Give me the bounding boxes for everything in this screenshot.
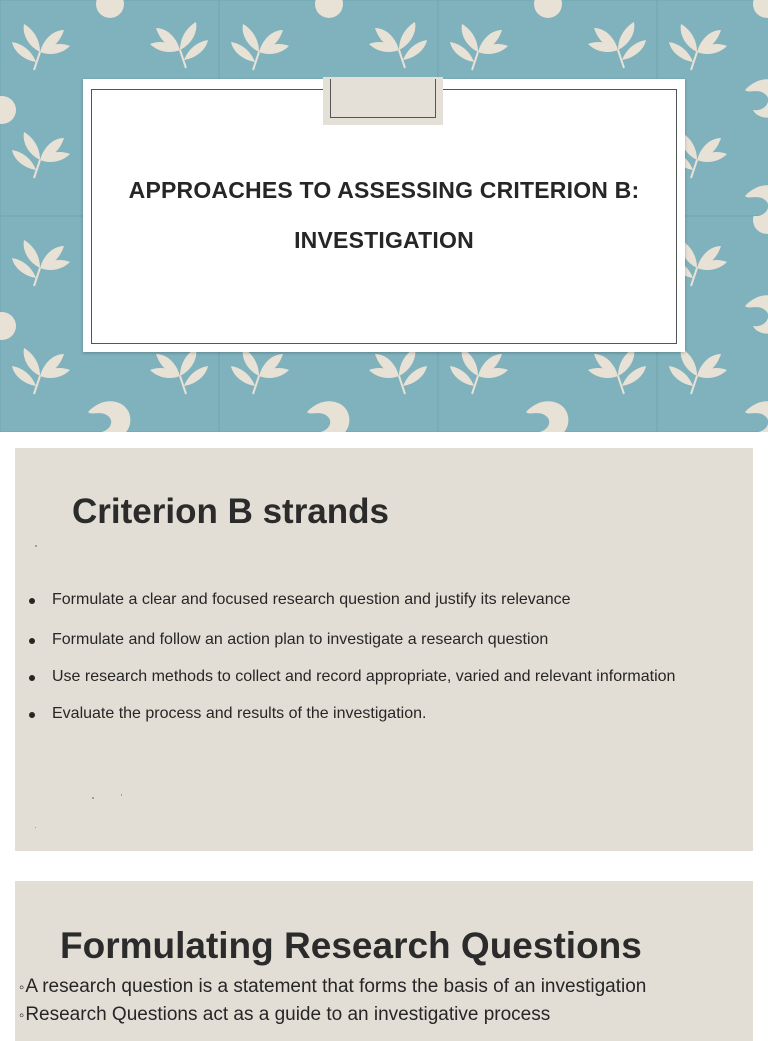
title-line-2: INVESTIGATION — [294, 227, 474, 253]
list-item-text: Evaluate the process and results of the investigation. — [52, 705, 427, 722]
strands-list — [27, 591, 717, 723]
title-card-tab-inner — [330, 79, 436, 118]
bullet-icon — [29, 675, 35, 681]
speck-mark — [121, 794, 122, 796]
bullet-point — [19, 976, 646, 998]
ring-bullet-icon: ◦ — [19, 1007, 25, 1024]
title-card-tab — [323, 77, 443, 125]
title-card — [83, 79, 685, 352]
list-item — [27, 591, 717, 609]
list-item — [27, 631, 717, 649]
bullet-icon — [29, 598, 35, 604]
bullet-point — [19, 1004, 550, 1026]
title-line-1: APPROACHES TO ASSESSING CRITERION B: — [128, 177, 640, 203]
title-slide — [0, 0, 768, 432]
list-item-text: Formulate a clear and focused research question and justify its relevance — [52, 591, 571, 608]
list-item — [27, 705, 717, 723]
bullet-point-text: A research question is a statement that forms the basis of an investigation — [25, 976, 647, 997]
list-item-text: Use research methods to collect and record appropriate, varied and relevant information — [52, 668, 676, 685]
list-item — [27, 668, 717, 686]
list-item-text: Formulate and follow an action plan to investigate a research question — [52, 631, 549, 648]
ring-bullet-icon: ◦ — [19, 979, 25, 996]
title-card-border — [91, 89, 677, 344]
research-questions-slide — [15, 881, 753, 1041]
bullet-icon — [29, 712, 35, 718]
criterion-strands-slide — [15, 448, 753, 851]
speck-mark — [92, 797, 94, 799]
slide-heading: Criterion B strands — [72, 492, 389, 531]
bullet-point-text: Research Questions act as a guide to an investigative process — [25, 1004, 551, 1025]
speck-mark — [35, 545, 37, 547]
bullet-icon — [29, 638, 35, 644]
slide-heading: Formulating Research Questions — [60, 925, 642, 966]
speck-mark — [35, 827, 36, 828]
